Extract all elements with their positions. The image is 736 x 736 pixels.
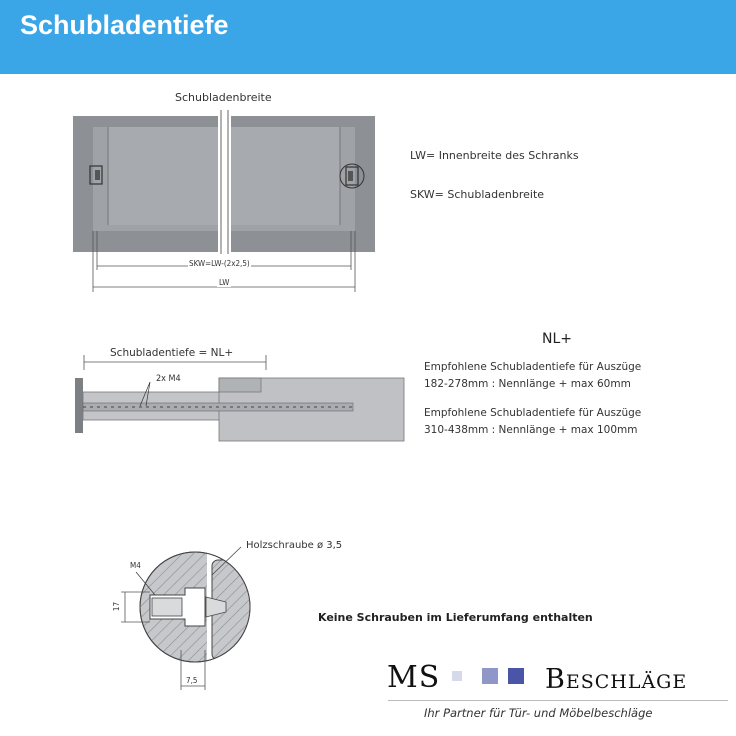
depth-label: Schubladentiefe = NL+ [110,347,234,359]
recommendation-2 [424,405,641,439]
recommendation-1 [424,359,641,393]
recommendation-1-line1: Empfohlene Schubladentiefe für Auszüge [424,361,642,373]
recommendation-2-line1: Empfohlene Schubladentiefe für Auszüge [424,407,642,419]
page-title: Schubladentiefe [20,10,229,40]
logo-square-light [452,671,462,681]
logo-tagline: Ihr Partner für Tür- und Möbelbeschläge [424,706,653,720]
no-screws-notice: Keine Schrauben im Lieferumfang enthalten [318,611,593,624]
legend-skw: SKW= Schubladenbreite [410,188,545,201]
logo-ms: MS [387,660,441,695]
logo-square-dark [508,668,524,684]
wood-screw-label: Holzschraube ø 3,5 [246,540,343,551]
drawer-width-label: Schubladenbreite [175,91,272,104]
logo-square-mid [482,668,498,684]
recommendation-2-line2: 310-438mm : Nennlänge + max 100mm [424,424,638,436]
nl-heading: NL+ [542,331,573,347]
lw-dimension-label: LW [219,278,230,287]
drawer-side-diagram [75,355,404,441]
legend-lw: LW= Innenbreite des Schranks [410,149,579,162]
logo-brand: Beschläge [545,664,688,695]
logo-divider [388,700,728,701]
screw-cross-section [121,547,272,690]
recommendation-1-line2: 182-278mm : Nennlänge + max 60mm [424,378,631,390]
skw-dimension-label: SKW=LW-(2x2,5) [189,259,250,268]
screw-m4-label: 2x M4 [156,374,181,384]
dimension-17: 17 [112,601,122,612]
logo-squares [452,668,532,684]
dimension-7-5: 7,5 [186,676,198,685]
m4-label: M4 [130,561,141,570]
